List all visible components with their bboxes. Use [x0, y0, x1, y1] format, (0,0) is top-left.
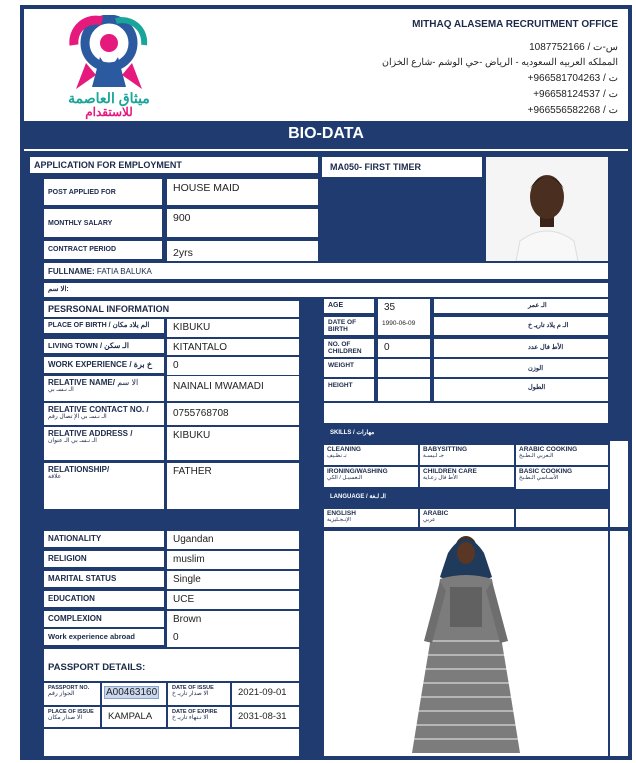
contract-label: CONTRACT PERIOD: [44, 241, 162, 259]
height-label: HEIGHT: [324, 379, 374, 401]
marital-value: Single: [167, 571, 299, 589]
expire-date-label: [168, 707, 230, 727]
full-body-photo: [324, 531, 608, 756]
company-name: MITHAQ ALASEMA RECRUITMENT OFFICE: [412, 19, 618, 30]
lang-blank: [516, 509, 608, 527]
skills-title: SKILLS / مهارات: [330, 430, 375, 436]
birth-place-value: KIBUKU: [167, 319, 299, 337]
issue-date-en: DATE OF ISSUE: [172, 685, 214, 691]
blank-bottom-left: [44, 729, 299, 756]
skill-basic-cooking-ar: الأسـاسي الـطـبخ: [519, 475, 559, 481]
skill-babysitting: [420, 445, 514, 465]
relative-name-en: RELATIVE NAME/: [48, 378, 115, 387]
applicant-photo: [486, 157, 608, 261]
work-exp-label: WORK EXPERIENCE / خ برة: [44, 357, 164, 373]
salary-value: 900: [167, 209, 318, 237]
passport-no-en: PASSPORT NO.: [48, 685, 90, 691]
passport-no-label: [44, 683, 100, 705]
skill-children-care-en: CHILDREN CARE: [423, 468, 477, 475]
skill-babysitting-en: BABYSITTING: [423, 446, 468, 453]
skill-cleaning: [324, 445, 418, 465]
relative-address-en: RELATIVE ADDRESS /: [48, 429, 133, 438]
work-abroad-label: Work experience abroad: [44, 629, 164, 645]
height-ar-label: الطول: [434, 379, 608, 401]
fullname-ar-label: الا سم:: [44, 283, 608, 297]
relative-name-value: NAINALI MWAMADI: [167, 376, 299, 401]
skill-cleaning-en: CLEANING: [327, 446, 361, 453]
expire-date-value: 2031-08-31: [232, 707, 299, 727]
passport-no-ar: الجواز رقم: [48, 691, 75, 697]
height-value: [378, 379, 430, 401]
relative-contact-value: 0755768708: [167, 403, 299, 425]
relative-contact-en: RELATIVE CONTACT NO. /: [48, 405, 149, 414]
issue-place-ar: الا صدار مكان: [48, 715, 82, 721]
skill-cleaning-ar: تـ نظـيف: [327, 453, 347, 459]
skill-arabic-cooking-ar: الـعربي الـطـبخ: [519, 453, 554, 459]
lang-english: [324, 509, 418, 527]
logo-text: ميثاق العاصمة: [68, 90, 150, 106]
company-phone-1: +966581704263 / ت: [527, 73, 618, 84]
skill-arabic-cooking: [516, 445, 608, 465]
work-exp-value: 0: [167, 357, 299, 375]
right-gutter-bottom: [610, 531, 628, 756]
contract-value: 2yrs: [167, 241, 318, 261]
right-gutter-top: [610, 441, 628, 527]
age-value: 35: [378, 299, 430, 317]
logo: [54, 15, 164, 120]
age-label: AGE: [324, 299, 374, 313]
nationality-value: Ugandan: [167, 531, 299, 549]
issue-date-label: [168, 683, 230, 705]
relative-address-label: [44, 427, 164, 460]
company-cr: 1087752166 / س-ت: [529, 42, 618, 53]
relative-contact-label: [44, 403, 164, 425]
lang-arabic: [420, 509, 514, 527]
post-value: HOUSE MAID: [167, 179, 318, 205]
relationship-value: FATHER: [167, 463, 299, 509]
passport-no-text: A00463160: [106, 687, 158, 698]
relative-contact-ar: الـ نـسـ بي الإ تصال رقم: [48, 414, 107, 420]
relative-address-value: KIBUKU: [167, 427, 299, 460]
complexion-value: Brown: [167, 611, 299, 629]
issue-place-label: [44, 707, 100, 727]
education-label: EDUCATION: [44, 591, 164, 607]
issue-date-value: 2021-09-01: [232, 683, 299, 705]
passport-title: PASSPORT DETAILS:: [44, 649, 299, 681]
weight-value: [378, 359, 430, 377]
birth-place-label: PLACE OF BIRTH / الم يلاد مكان: [44, 319, 164, 333]
skill-ironing-ar: الـغسيـل / الكي: [327, 475, 363, 481]
skill-children-care: [420, 467, 514, 487]
salary-label: MONTHLY SALARY: [44, 209, 162, 237]
education-value: UCE: [167, 591, 299, 609]
skill-babysitting-ar: جـ لـيسـة: [423, 453, 444, 459]
skill-ironing: [324, 467, 418, 487]
dob-label: DATE OF BIRTH: [324, 317, 374, 335]
marital-label: MARITAL STATUS: [44, 571, 164, 587]
children-label: NO. OF CHILDREN: [324, 339, 374, 357]
work-abroad-value: 0: [167, 629, 299, 647]
application-label: APPLICATION FOR EMPLOYMENT: [30, 157, 318, 173]
relationship-label: [44, 463, 164, 509]
living-town-label: LIVING TOWN / الـ سكن: [44, 339, 164, 353]
fullname-value: FATIA BALUKA: [96, 267, 152, 276]
dob-value: 1990-06-09: [378, 317, 430, 335]
relative-name-label: [44, 376, 164, 401]
expire-date-ar: الا نـتهاء تاريـ خ: [172, 715, 209, 721]
relative-name-ar: الـ نـسـ بي: [48, 387, 74, 393]
ref-code: MA050- FIRST TIMER: [322, 157, 482, 177]
age-ar-label: الـ عمر: [434, 299, 608, 313]
personal-info-title: PESRSONAL INFORMATION: [44, 301, 299, 317]
issue-place-en: PLACE OF ISSUE: [48, 709, 94, 715]
language-title: LANGUAGE / الـ لـغة: [330, 494, 386, 500]
complexion-label: COMPLEXION: [44, 611, 164, 627]
relative-address-ar: الـ نـسـ بي الـ عنوان: [48, 438, 97, 444]
skill-children-care-ar: الأط فال رعـاية: [423, 475, 458, 481]
skill-arabic-cooking-en: ARABIC COOKING: [519, 446, 578, 453]
passport-no-value: [102, 683, 166, 705]
lang-arabic-en: ARABIC: [423, 510, 449, 517]
company-phone-2: +96658124537 / ت: [533, 89, 618, 100]
lang-english-en: ENGLISH: [327, 510, 356, 517]
issue-place-value: KAMPALA: [102, 707, 166, 727]
religion-value: muslim: [167, 551, 299, 569]
relative-name-ar2: الا سم: [117, 378, 139, 387]
logo-subtext: للاستقدام: [85, 105, 133, 119]
blank-cell: [324, 403, 608, 423]
company-phone-3: +966556582268 / ت: [527, 105, 618, 116]
nationality-label: NATIONALITY: [44, 531, 164, 547]
weight-ar-label: الوزن: [434, 359, 608, 377]
weight-label: WEIGHT: [324, 359, 374, 377]
fullname-label: FULLNAME:: [48, 267, 95, 276]
relationship-en: RELATIONSHIP/: [48, 465, 110, 474]
issue-date-ar: الا صدار تاريـ خ: [172, 691, 209, 697]
religion-label: RELIGION: [44, 551, 164, 567]
children-ar-label: الأط فال عدد: [434, 339, 608, 357]
fullname-row: [44, 263, 608, 279]
skill-ironing-en: IRONING/WASHING: [327, 468, 388, 475]
relationship-ar: علاقة: [48, 474, 62, 480]
post-label: POST APPLIED FOR: [44, 179, 162, 205]
page-title: BIO-DATA: [288, 125, 364, 142]
company-address: المملكه العربيه السعوديه - الرياض -حي الوشم -شارع الخزان: [382, 57, 618, 68]
skill-basic-cooking: [516, 467, 608, 489]
skill-basic-cooking-en: BASIC COOKING: [519, 468, 573, 475]
document-frame: [20, 5, 632, 760]
living-town-value: KITANTALO: [167, 339, 299, 355]
lang-arabic-ar: عربي: [423, 517, 436, 523]
expire-date-en: DATE OF EXPIRE: [172, 709, 218, 715]
dob-ar-label: الـ م يلاد تاريـ خ: [434, 317, 608, 335]
children-value: 0: [378, 339, 430, 357]
lang-english-ar: الإنـجـليزية: [327, 517, 351, 523]
